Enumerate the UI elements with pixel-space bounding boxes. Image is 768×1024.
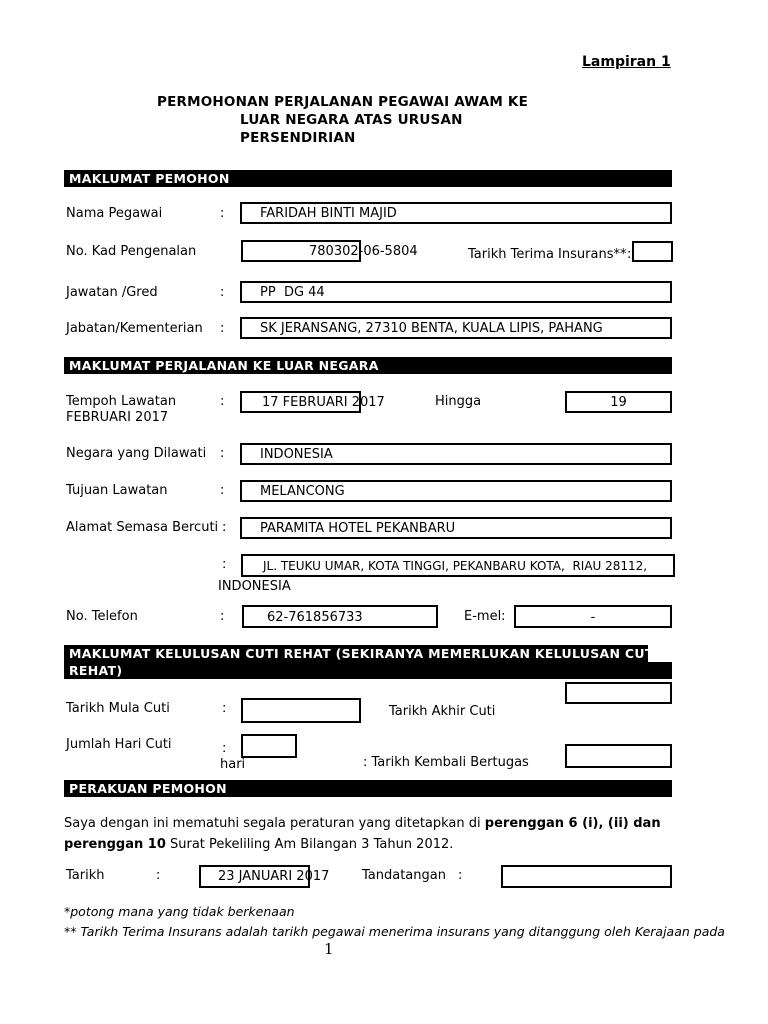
attachment-label: Lampiran 1: [582, 54, 671, 70]
perakuan-statement-line2: [64, 837, 453, 852]
no-kad-pengenalan-label: No. Kad Pengenalan: [66, 244, 197, 259]
jumlah-hari-cuti-field[interactable]: [241, 734, 297, 758]
tarikh-terima-insurans-label: Tarikh Terima Insurans**: [468, 247, 627, 262]
tempoh-lawatan-hingga-field[interactable]: [565, 391, 672, 413]
tarikh-mula-cuti-colon: :: [222, 701, 227, 716]
jabatan-kementerian-label: Jabatan/Kementerian: [66, 321, 203, 336]
tarikh-label: Tarikh: [66, 868, 105, 883]
tujuan-lawatan-value: MELANCONG: [260, 484, 345, 499]
hingga-label: Hingga: [435, 394, 482, 409]
no-kad-pengenalan-value: 780302-06-5804: [309, 244, 418, 259]
section-header-maklumat-kelulusan-line1: MAKLUMAT KELULUSAN CUTI REHAT (SEKIRANYA MEMERLUKAN KELULUSAN CUTI: [64, 645, 648, 662]
tarikh-value: 23 JANUARI 2017: [218, 869, 330, 884]
statement-line2-normal: Surat Pekeliling Am Bilangan 3 Tahun 2012.: [165, 837, 454, 852]
tujuan-lawatan-field[interactable]: [240, 480, 672, 502]
jabatan-kementerian-value: SK JERANSANG, 27310 BENTA, KUALA LIPIS, PAHANG: [260, 321, 603, 336]
jawatan-gred-colon: :: [220, 285, 225, 300]
no-telefon-label: No. Telefon: [66, 609, 138, 624]
form-title-line2: LUAR NEGARA ATAS URUSAN: [240, 112, 463, 128]
tandatangan-field[interactable]: [501, 865, 672, 888]
jumlah-hari-cuti-unit: hari: [220, 757, 246, 772]
tarikh-terima-insurans-field[interactable]: [632, 241, 673, 262]
section-header-maklumat-perjalanan: MAKLUMAT PERJALANAN KE LUAR NEGARA: [64, 357, 672, 374]
negara-dilawati-field[interactable]: [240, 443, 672, 465]
tarikh-akhir-cuti-label: Tarikh Akhir Cuti: [389, 704, 496, 719]
jabatan-kementerian-colon: :: [220, 321, 225, 336]
tarikh-mula-cuti-label: Tarikh Mula Cuti: [66, 701, 170, 716]
no-telefon-field[interactable]: [242, 605, 438, 628]
footnote-tarikh-terima-insurans: ** Tarikh Terima Insurans adalah tarikh pegawai menerima insurans yang ditanggung oleh Kerajaan pada: [64, 924, 725, 939]
nama-pegawai-colon: :: [220, 206, 225, 221]
tempoh-lawatan-label-wrap: FEBRUARI 2017: [66, 410, 169, 425]
jawatan-gred-field[interactable]: [240, 281, 672, 303]
section-header-maklumat-kelulusan-line2: REHAT): [64, 662, 672, 679]
statement-line1-normal: Saya dengan ini mematuhi segala peraturan yang ditetapkan di: [64, 816, 485, 831]
section-header-perakuan-pemohon: PERAKUAN PEMOHON: [64, 780, 672, 797]
alamat-bercuti-label: Alamat Semasa Bercuti: [66, 520, 219, 535]
alamat-bercuti-field-line2[interactable]: [241, 554, 675, 577]
negara-dilawati-value: INDONESIA: [260, 447, 333, 462]
tarikh-colon: :: [156, 868, 161, 883]
emel-field[interactable]: [514, 605, 672, 628]
alamat-bercuti-colon2: :: [222, 557, 227, 572]
statement-line2-bold: perenggan 10: [64, 837, 166, 852]
jumlah-hari-cuti-colon: :: [222, 741, 227, 756]
alamat-bercuti-value-line1: PARAMITA HOTEL PEKANBARU: [260, 521, 456, 536]
alamat-bercuti-value-line2-wrap: INDONESIA: [218, 579, 291, 594]
form-title-line3: PERSENDIRIAN: [240, 130, 356, 146]
no-telefon-value: 62-761856733: [267, 610, 363, 625]
tempoh-lawatan-dari-value: 17 FEBRUARI 2017: [262, 395, 385, 410]
page-number: 1: [324, 940, 334, 958]
nama-pegawai-label: Nama Pegawai: [66, 206, 163, 221]
tujuan-lawatan-colon: :: [220, 483, 225, 498]
tarikh-kembali-bertugas-label: : Tarikh Kembali Bertugas: [363, 755, 529, 770]
tandatangan-colon: :: [458, 868, 463, 883]
nama-pegawai-value: FARIDAH BINTI MAJID: [260, 206, 397, 221]
alamat-bercuti-field-line1[interactable]: [240, 517, 672, 539]
jawatan-gred-value: PP DG 44: [260, 285, 325, 300]
negara-dilawati-colon: :: [220, 446, 225, 461]
alamat-bercuti-colon: :: [222, 520, 227, 535]
no-telefon-colon: :: [220, 609, 225, 624]
tujuan-lawatan-label: Tujuan Lawatan: [66, 483, 168, 498]
alamat-bercuti-value-line2: JL. TEUKU UMAR, KOTA TINGGI, PEKANBARU KOTA, RIAU 28112,: [263, 559, 648, 573]
footnote-potong: *potong mana yang tidak berkenaan: [64, 904, 295, 919]
tempoh-lawatan-label: Tempoh Lawatan: [66, 394, 177, 409]
negara-dilawati-label: Negara yang Dilawati: [66, 446, 207, 461]
tarikh-kembali-bertugas-field[interactable]: [565, 744, 672, 768]
section-header-maklumat-pemohon: MAKLUMAT PEMOHON: [64, 170, 672, 187]
emel-label: E-mel:: [464, 609, 506, 624]
tandatangan-label: Tandatangan: [362, 868, 446, 883]
tarikh-terima-insurans-colon: :: [627, 247, 632, 262]
jumlah-hari-cuti-label: Jumlah Hari Cuti: [66, 737, 172, 752]
form-title-line1: PERMOHONAN PERJALANAN PEGAWAI AWAM KE: [157, 94, 529, 110]
kelulusan-top-right-field[interactable]: [565, 682, 672, 704]
emel-value: -: [590, 610, 596, 625]
tempoh-lawatan-colon: :: [220, 394, 225, 409]
jawatan-gred-label: Jawatan /Gred: [66, 285, 158, 300]
tempoh-lawatan-hingga-value: 19: [610, 395, 627, 410]
statement-line1-bold: perenggan 6 (i), (ii) dan: [484, 816, 661, 831]
perakuan-statement-line1: [64, 816, 661, 831]
jabatan-kementerian-field[interactable]: [240, 317, 672, 339]
tarikh-mula-cuti-field[interactable]: [241, 698, 361, 723]
nama-pegawai-field[interactable]: [240, 202, 672, 224]
